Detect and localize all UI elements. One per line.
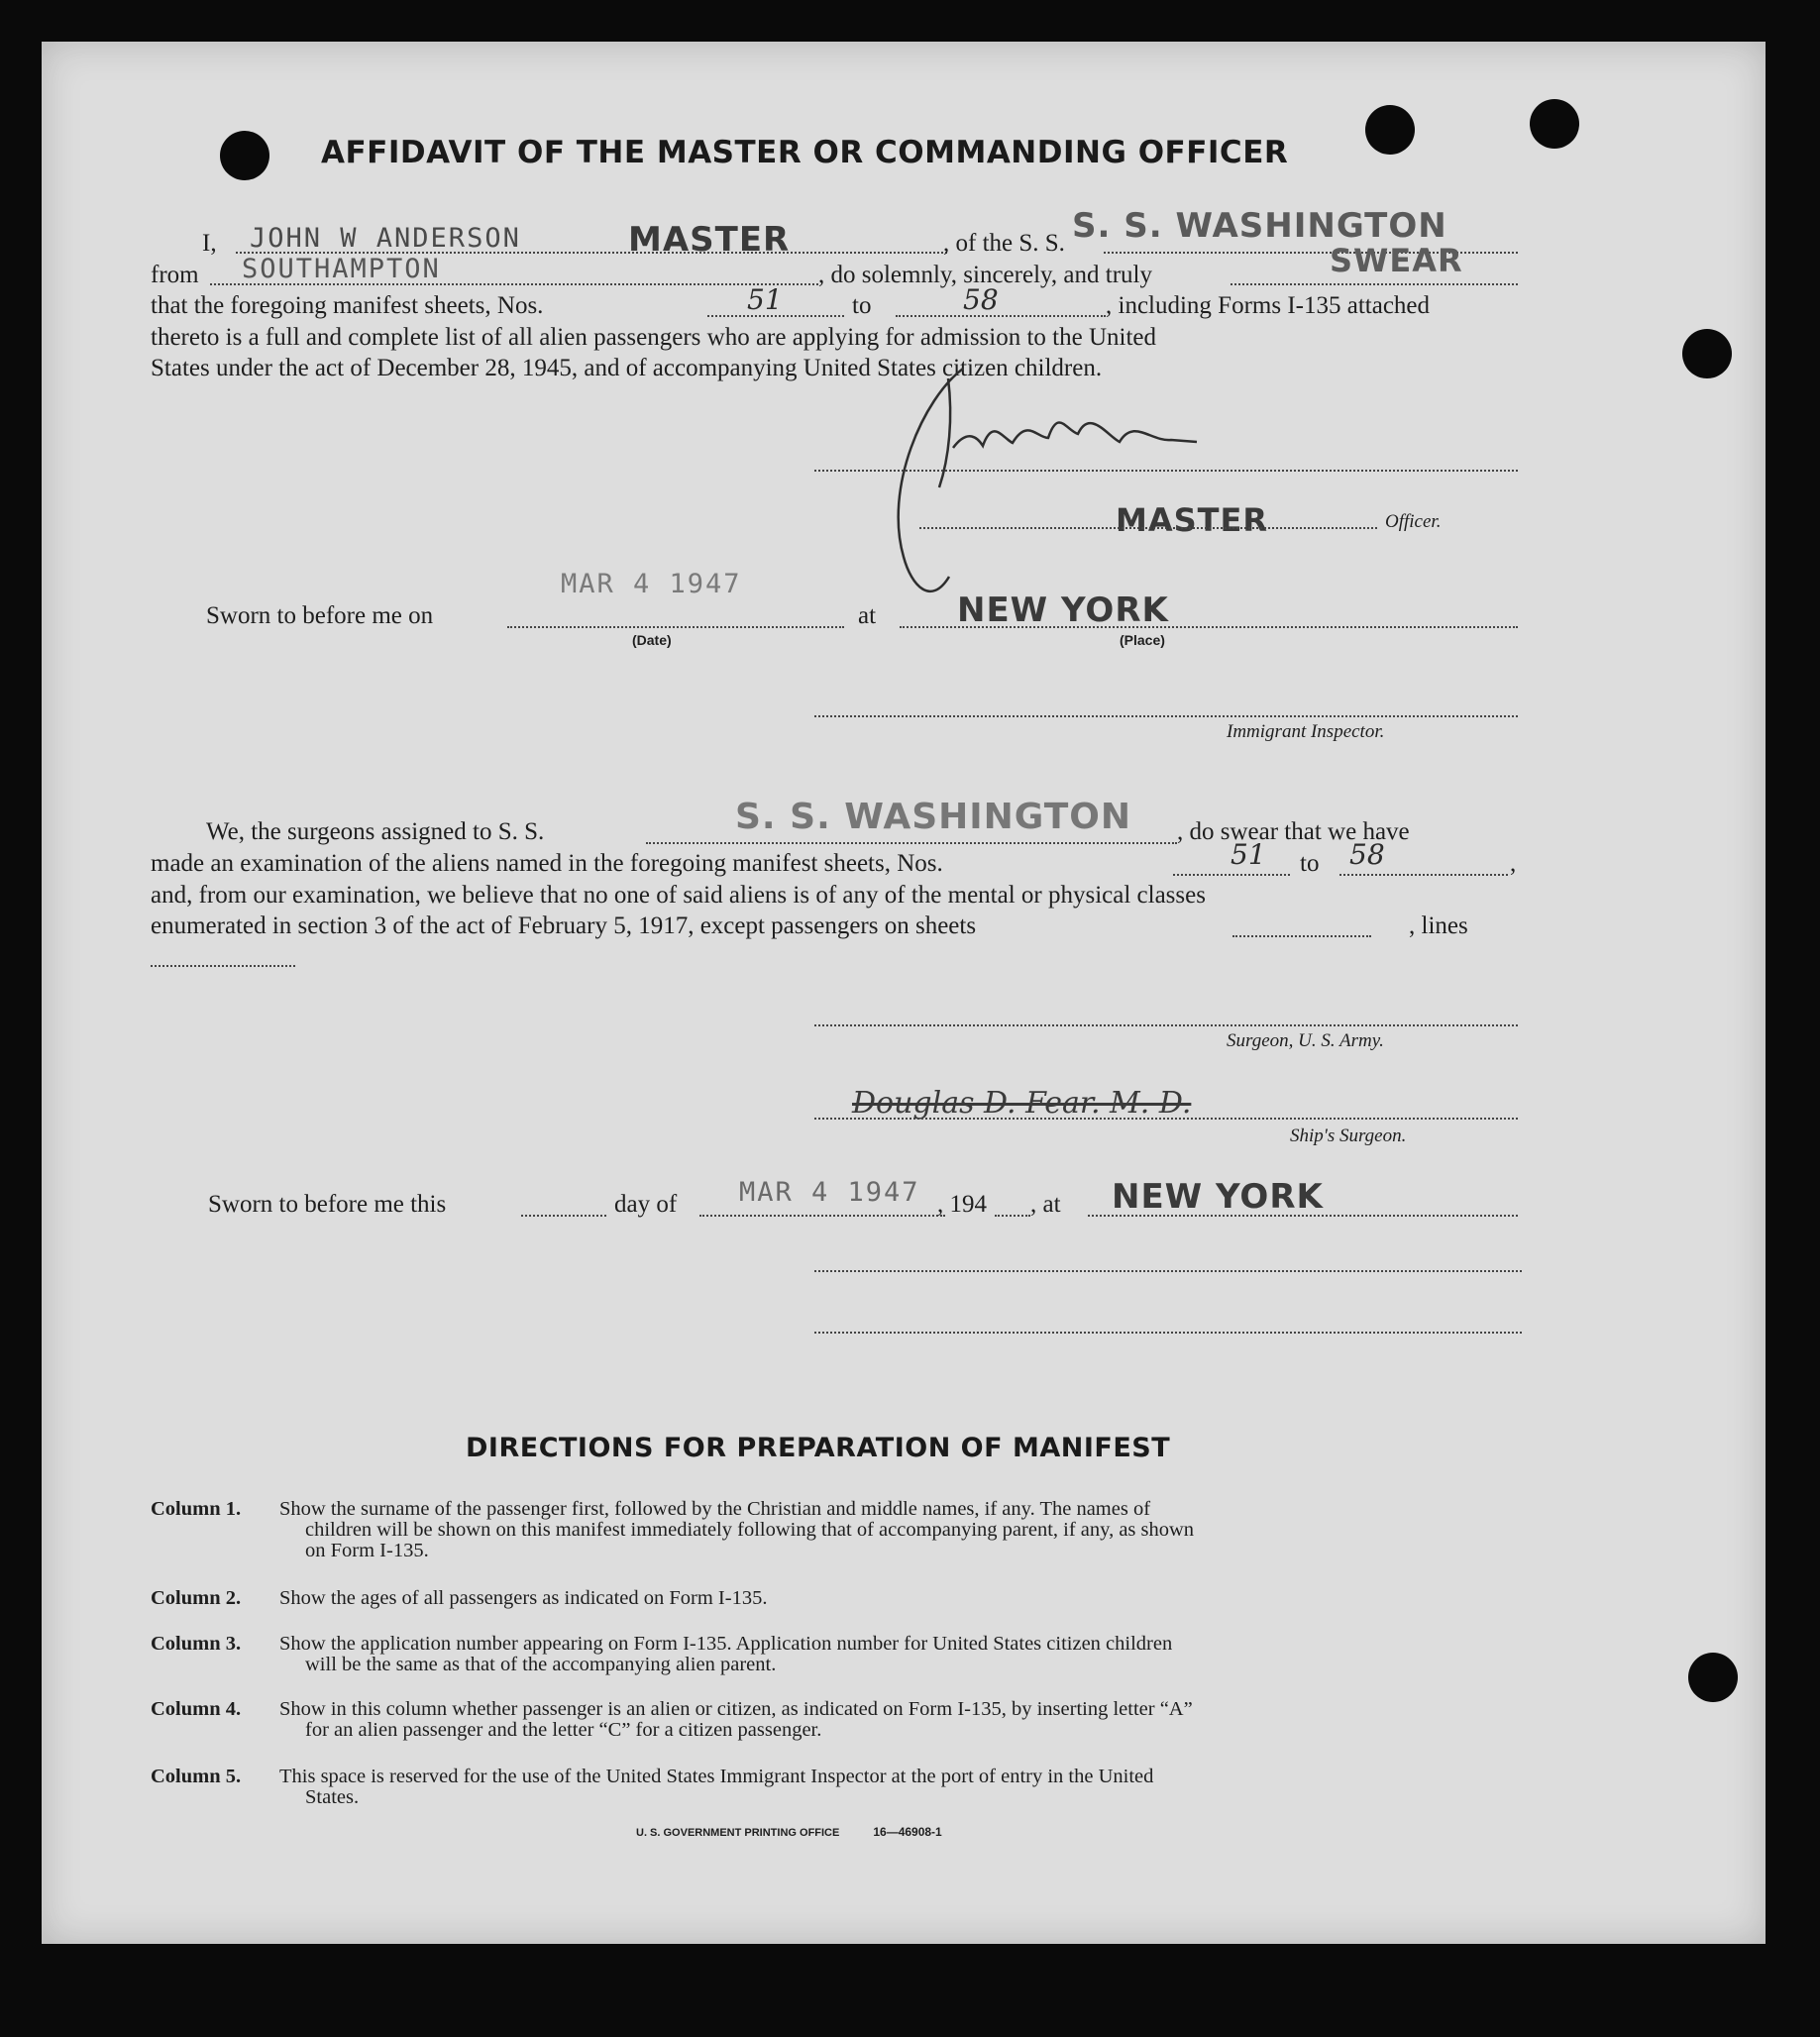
surgeons-text-line: made an examination of the aliens named in the foregoing manifest sheets, Nos. xyxy=(151,850,943,877)
direction-text: will be the same as that of the accompanying alien parent. xyxy=(305,1654,777,1675)
officer-title-stamp: MASTER xyxy=(1116,501,1268,539)
direction-text: Show in this column whether passenger is an alien or citizen, as indicated on Form I-135, by inserting letter “A” xyxy=(279,1698,1193,1720)
including-text: , including Forms I-135 attached xyxy=(1106,292,1431,319)
sheet-from-handwritten: 51 xyxy=(747,283,783,316)
sworn-place-stamp: NEW YORK xyxy=(957,590,1169,630)
day-line xyxy=(521,1215,606,1217)
direction-column-label: Column 4. xyxy=(151,1698,242,1720)
master-signature xyxy=(854,339,1330,616)
month-stamp: MAR 4 1947 xyxy=(739,1177,920,1208)
port-stamp: SOUTHAMPTON xyxy=(242,254,441,284)
punch-hole xyxy=(1688,1653,1738,1702)
surgeons-sheet-to: 58 xyxy=(1349,838,1385,871)
to-label: to xyxy=(852,292,872,319)
sworn-this-label: Sworn to before me this xyxy=(208,1191,447,1218)
dotted-line xyxy=(210,283,818,285)
of-ship-label: , of the S. S. xyxy=(943,230,1065,257)
surgeons-ship-stamp: S. S. WASHINGTON xyxy=(735,797,1132,837)
date-caption: (Date) xyxy=(632,632,672,648)
surgeons-intro: We, the surgeons assigned to S. S. xyxy=(206,818,545,845)
signature-line xyxy=(814,470,1518,472)
direction-column-label: Column 1. xyxy=(151,1498,242,1520)
blank-line xyxy=(814,1270,1522,1272)
from-label: from xyxy=(151,262,199,288)
dotted-line xyxy=(646,842,1177,844)
army-surgeon-label: Surgeon, U. S. Army. xyxy=(1227,1030,1384,1051)
surgeons-text-line: enumerated in section 3 of the act of February 5, 1917, except passengers on sheets xyxy=(151,912,977,939)
dotted-line xyxy=(1088,1215,1518,1217)
direction-text: Show the surname of the passenger first, followed by the Christian and middle names, if any. The names of xyxy=(279,1498,1151,1520)
surgeons-text-line: and, from our examination, we believe that no one of said aliens is of any of the mental or physical classes xyxy=(151,882,1206,909)
year-prefix: , 194 xyxy=(937,1191,987,1218)
swear-stamp: SWEAR xyxy=(1330,242,1463,279)
punch-hole xyxy=(1530,99,1579,149)
direction-text: on Form I-135. xyxy=(305,1540,429,1561)
ship-surgeon-label: Ship's Surgeon. xyxy=(1290,1126,1407,1146)
direction-text: States. xyxy=(305,1786,360,1808)
army-surgeon-line xyxy=(814,1024,1518,1026)
master-name-stamp: JOHN W ANDERSON xyxy=(250,223,521,254)
day-of-label: day of xyxy=(614,1191,678,1218)
punch-hole xyxy=(1365,105,1415,155)
dotted-line xyxy=(1339,874,1508,876)
ship-surgeon-line xyxy=(814,1118,1518,1120)
affidavit-text-line: thereto is a full and complete list of all alien passengers who are applying for admission to the United xyxy=(151,324,1157,351)
footer xyxy=(636,1823,942,1841)
solemnly-text: , do solemnly, sincerely, and truly xyxy=(818,262,1152,288)
form-number: 16—46908-1 xyxy=(873,1825,942,1839)
place-line xyxy=(900,626,1518,628)
page-title: AFFIDAVIT OF THE MASTER OR COMMANDING OFFICER xyxy=(321,135,1289,170)
surgeons-to-label: to xyxy=(1300,850,1320,877)
inspector-label: Immigrant Inspector. xyxy=(1227,721,1385,742)
direction-column-label: Column 2. xyxy=(151,1587,242,1609)
direction-text: Show the application number appearing on Form I-135. Application number for United States citizen children xyxy=(279,1633,1173,1655)
sworn-before-label: Sworn to before me on xyxy=(206,602,434,629)
affidavit-text-line: States under the act of December 28, 1945, and of accompanying United States citizen children. xyxy=(151,355,1103,381)
sworn-date-stamp: MAR 4 1947 xyxy=(561,569,742,599)
at-label: at xyxy=(858,602,877,629)
dotted-line xyxy=(1231,283,1518,285)
sheets-intro-text: that the foregoing manifest sheets, Nos. xyxy=(151,292,544,319)
dotted-line xyxy=(151,965,295,967)
dotted-line xyxy=(1173,874,1290,876)
punch-hole xyxy=(1682,329,1732,378)
direction-text: children will be shown on this manifest immediately following that of accompanying parent, if any, as shown xyxy=(305,1519,1195,1541)
direction-column-label: Column 5. xyxy=(151,1766,242,1787)
lines-label: , lines xyxy=(1409,912,1468,939)
at-label-2: , at xyxy=(1030,1191,1061,1218)
blank-line xyxy=(814,1332,1522,1334)
sworn-place-stamp-2: NEW YORK xyxy=(1112,1177,1324,1217)
direction-column-label: Column 3. xyxy=(151,1633,242,1655)
month-line xyxy=(699,1215,945,1217)
officer-line xyxy=(919,527,1377,529)
directions-heading: DIRECTIONS FOR PREPARATION OF MANIFEST xyxy=(466,1433,1171,1463)
surgeons-sheet-from: 51 xyxy=(1231,838,1266,871)
comma-text: , xyxy=(1510,850,1517,877)
dotted-line xyxy=(1232,935,1371,937)
sheet-to-handwritten: 58 xyxy=(963,283,999,316)
year-line xyxy=(995,1215,1030,1217)
surgeons-swear-text: , do swear that we have xyxy=(1177,818,1410,845)
direction-text: This space is reserved for the use of the United States Immigrant Inspector at the port of entry in the United xyxy=(279,1766,1154,1787)
direction-text: for an alien passenger and the letter “C” for a citizen passenger. xyxy=(305,1719,822,1741)
officer-label: Officer. xyxy=(1385,511,1442,532)
dotted-line xyxy=(896,315,1106,317)
ship-surgeon-signature: Douglas D. Fear. M. D. xyxy=(852,1086,1192,1121)
date-line xyxy=(507,626,844,628)
rank-stamp: MASTER xyxy=(628,220,791,260)
ship-stamp: S. S. WASHINGTON xyxy=(1072,206,1447,246)
manifest-affidavit-page xyxy=(42,42,1766,1944)
direction-text: Show the ages of all passengers as indicated on Form I-135. xyxy=(279,1587,768,1609)
place-caption: (Place) xyxy=(1120,632,1165,648)
printer-imprint: U. S. GOVERNMENT PRINTING OFFICE xyxy=(636,1827,840,1839)
inspector-line xyxy=(814,715,1518,717)
i-label: I, xyxy=(202,230,217,257)
punch-hole xyxy=(220,131,269,180)
